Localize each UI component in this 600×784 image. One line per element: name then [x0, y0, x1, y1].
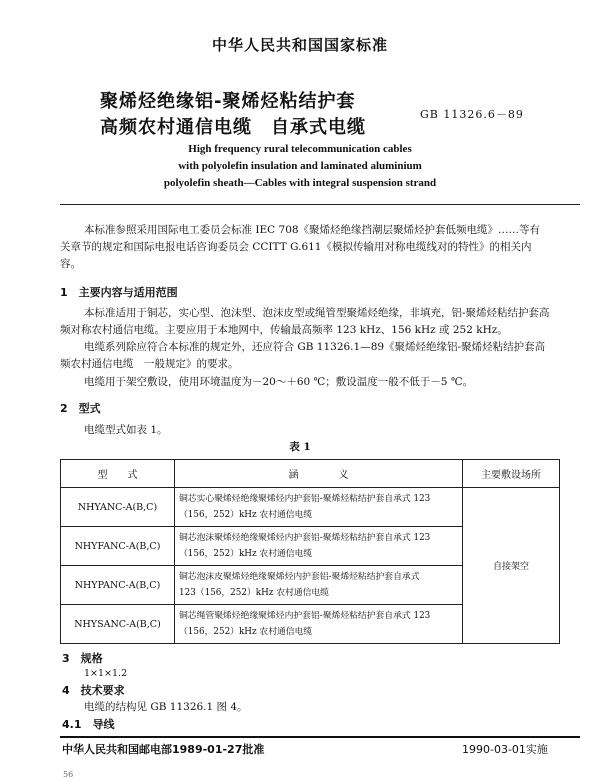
standard-code: GB 11326.6－89 — [420, 108, 524, 121]
intro-line: 本标准参照采用国际电工委员会标准 IEC 708《聚烯烃绝缘挡潮层聚烯烃护套低频电缆》……等有 — [84, 224, 541, 236]
intro-line: 关章节的规定和国际电报电话咨询委员会 CCITT G.611《模拟传输用对称电缆线对的特性》的相关内 — [60, 241, 532, 253]
section-1-text: 电缆系列除应符合本标准的规定外，还应符合 GB 11326.1—89《聚烯烃绝缘铝-聚烯烃粘结护套高 — [84, 341, 546, 353]
section-2-text: 电缆型式如表 1。 — [84, 424, 168, 436]
section-3-heading: 3 规格 — [62, 652, 103, 665]
intro-line: 容。 — [60, 258, 81, 270]
cable-type-table — [60, 459, 560, 644]
meaning-cell — [175, 566, 463, 605]
table-header-row — [61, 460, 560, 488]
section-1-text: 频对称农村通信电缆。主要应用于本地网中，传输最高频率 123 kHz、156 kHz 或 252 kHz。 — [60, 324, 508, 336]
meaning-cell — [175, 488, 463, 527]
section-1-heading: 1 主要内容与适用范围 — [60, 286, 178, 299]
meaning-line: 铜芯绳管聚烯烃绝缘聚烯烃内护套铝-聚烯烃粘结护套自承式 123 — [179, 611, 431, 621]
model-cell: NHYANC-A(B,C) — [61, 488, 175, 527]
section-1-text: 频农村通信电缆 一般规定》的要求。 — [60, 358, 239, 370]
page-number: 56 — [63, 770, 74, 779]
model-cell: NHYSANC-A(B,C) — [61, 605, 175, 644]
footer-rule — [60, 736, 580, 738]
section-4-heading: 4 技术要求 — [62, 684, 125, 697]
meaning-cell — [175, 605, 463, 644]
title-line-1: 聚烯烃绝缘铝-聚烯烃粘结护套 — [100, 91, 356, 112]
table-row — [61, 488, 560, 527]
meaning-line: 铜芯实心聚烯烃绝缘聚烯烃内护套铝-聚烯烃粘结护套自承式 123 — [179, 494, 431, 504]
section-1-text: 电缆用于架空敷设，使用环境温度为－20～＋60 ℃；敷设温度一般不低于－5 ℃。 — [84, 376, 474, 388]
english-title-line: High frequency rural telecommunication cables — [188, 143, 412, 155]
table-caption: 表 1 — [289, 441, 311, 453]
section-4-1-heading: 4.1 导线 — [62, 718, 115, 731]
model-cell: NHYPANC-A(B,C) — [61, 566, 175, 605]
use-cell: 自接架空 — [463, 488, 560, 644]
meaning-line: 123（156，252）kHz 农村通信电缆 — [179, 588, 329, 598]
meaning-line: （156，252）kHz 农村通信电缆 — [179, 627, 313, 637]
meaning-line: 铜芯泡沫皮聚烯烃绝缘聚烯烃内护套铝-聚烯烃粘结护套自承式 — [179, 572, 420, 582]
meaning-cell — [175, 527, 463, 566]
section-2-heading: 2 型式 — [60, 402, 101, 415]
meaning-line: 铜芯泡沫聚烯烃绝缘聚烯烃内护套铝-聚烯烃粘结护套自承式 123 — [179, 533, 431, 543]
column-header-meaning: 涵 义 — [175, 460, 463, 488]
approval-note: 中华人民共和国邮电部1989-01-27批准 — [62, 743, 265, 756]
effective-date: 1990-03-01实施 — [462, 743, 548, 756]
section-3-text: 1×1×1.2 — [84, 668, 128, 679]
english-title-line: with polyolefin insulation and laminated aluminium — [178, 160, 422, 172]
meaning-line: （156，252）kHz 农村通信电缆 — [179, 549, 313, 559]
header-rule — [60, 204, 580, 205]
national-standard-heading: 中华人民共和国国家标准 — [211, 36, 388, 54]
section-1-text: 本标准适用于铜芯，实心型、泡沫型、泡沫皮型或绳管型聚烯烃绝缘，非填充，铝-聚烯烃粘结护套高 — [84, 307, 550, 319]
english-title-line: polyolefin sheath—Cables with integral suspension strand — [163, 177, 437, 189]
meaning-line: （156，252）kHz 农村通信电缆 — [179, 510, 313, 520]
model-cell: NHYFANC-A(B,C) — [61, 527, 175, 566]
section-4-text: 电缆的结构见 GB 11326.1 图 4。 — [84, 701, 248, 713]
title-line-2: 高频农村通信电缆 自承式电缆 — [100, 117, 366, 138]
column-header-use: 主要敷设场所 — [463, 460, 560, 488]
column-header-model: 型 式 — [61, 460, 175, 488]
